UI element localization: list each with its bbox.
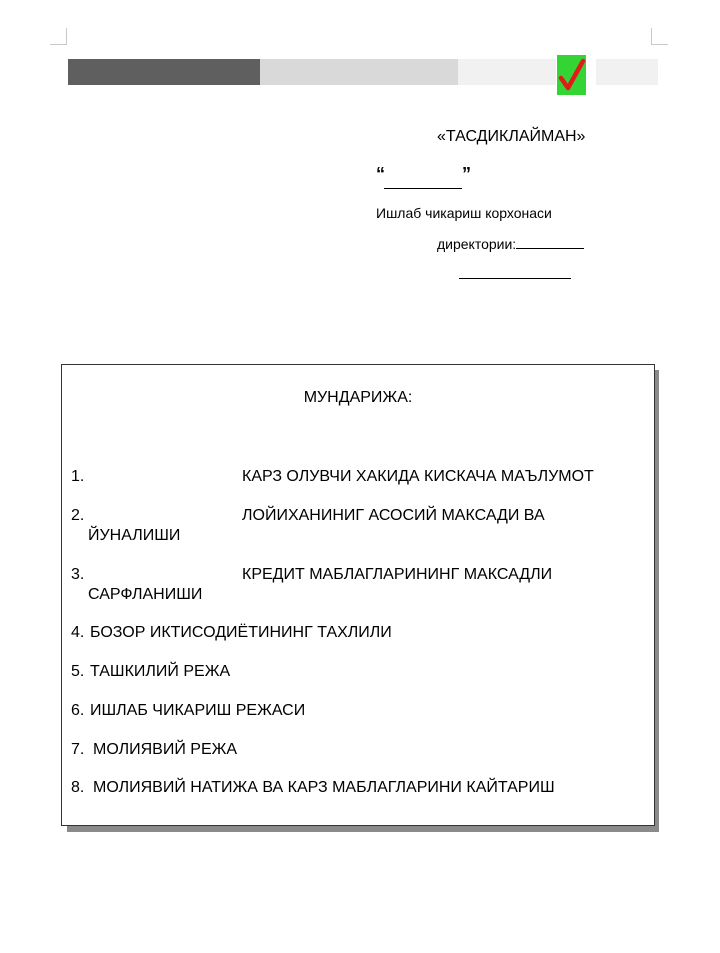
red-checkmark-icon bbox=[557, 55, 586, 95]
contents-item-number: 1. bbox=[71, 468, 85, 485]
contents-item-text: КАРЗ ОЛУВЧИ ХАКИДА КИСКАЧА МАЪЛУМОТ bbox=[242, 468, 594, 485]
header-band-light-end bbox=[596, 59, 658, 85]
enterprise-label: Ишлаб чикариш корхонаси bbox=[376, 205, 552, 221]
header-band-dark bbox=[68, 59, 260, 85]
contents-item-number: 3. bbox=[71, 566, 85, 583]
quote-close: ” bbox=[462, 164, 471, 184]
contents-item-continuation: САРФЛАНИШИ bbox=[88, 586, 203, 603]
contents-item-text: ЛОЙИХАНИНИГ АСОСИЙ МАКСАДИ ВА bbox=[242, 507, 545, 524]
contents-item-number: 8. bbox=[71, 779, 85, 796]
approval-title: «ТАСДИКЛАЙМАН» bbox=[437, 128, 586, 145]
date-blank bbox=[384, 188, 462, 189]
crop-mark-top-left bbox=[50, 28, 67, 45]
director-blank bbox=[516, 235, 584, 249]
contents-item-number: 6. bbox=[71, 702, 85, 719]
director-line bbox=[437, 235, 584, 252]
header-band-mid bbox=[260, 59, 458, 85]
signature-line bbox=[459, 278, 571, 279]
contents-box bbox=[61, 364, 655, 826]
contents-item-number: 2. bbox=[71, 507, 85, 524]
contents-item-number: 4. bbox=[71, 624, 85, 641]
contents-item-text: КРЕДИТ МАБЛАГЛАРИНИНГ МАКСАДЛИ bbox=[242, 566, 553, 583]
contents-item-continuation: ЙУНАЛИШИ bbox=[88, 527, 181, 544]
quote-open: “ bbox=[376, 164, 385, 184]
contents-item-number: 7. bbox=[71, 741, 85, 758]
checkmark-badge bbox=[557, 55, 586, 95]
contents-item-text: ИШЛАБ ЧИКАРИШ РЕЖАСИ bbox=[90, 702, 306, 719]
contents-title: МУНДАРИЖА: bbox=[303, 389, 413, 406]
contents-item-text: ТАШКИЛИЙ РЕЖА bbox=[90, 663, 231, 680]
director-label: директории: bbox=[437, 236, 517, 252]
contents-item-text: БОЗОР ИКТИСОДИЁТИНИНГ ТАХЛИЛИ bbox=[90, 624, 392, 641]
header-band-light bbox=[458, 59, 556, 85]
crop-mark-top-right bbox=[651, 28, 668, 45]
contents-item-text: МОЛИЯВИЙ РЕЖА bbox=[93, 741, 238, 758]
contents-item-number: 5. bbox=[71, 663, 85, 680]
contents-item-text: МОЛИЯВИЙ НАТИЖА ВА КАРЗ МАБЛАГЛАРИНИ КАЙТАРИШ bbox=[93, 779, 555, 796]
